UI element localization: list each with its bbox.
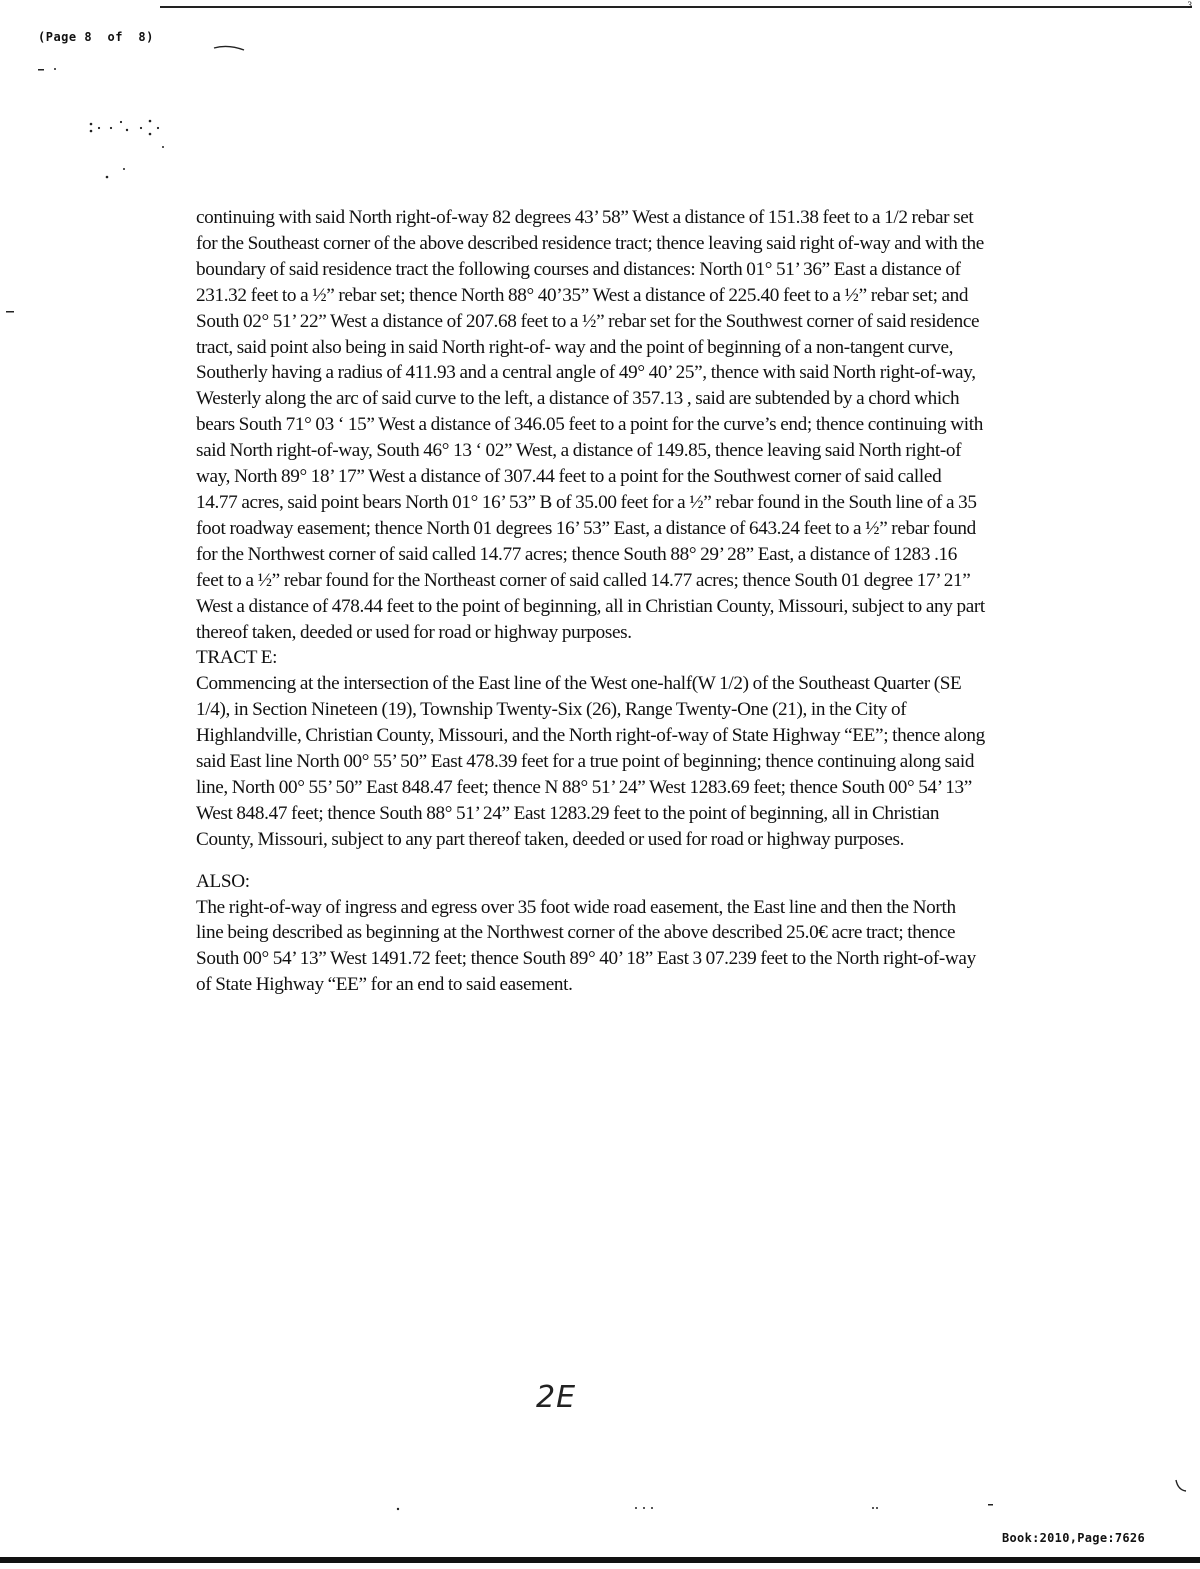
tract-e-paragraph: Commencing at the intersection of the East line of the West one-half(W 1/2) of the Southeast Quarter (SE 1/4), in Section Nineteen (19), Township Twenty-Six (26), Range Twenty-One (21), in the City of Highlandville, Christian County, Missouri, and the North right-of-way of State Highway “EE”; thence along said East line North 00° 55’ 50” East 478.39 feet for a true point of beginning; thence continuing along said line, North 00° 55’ 50” East 848.47 feet; thence N 88° 51’ 24” West 1283.69 feet; thence South 00° 54’ 13” West 848.47 feet; thence South 88° 51’ 24” East 1283.29 feet to the point of beginning, all in Christian County, Missouri, subject to any part thereof taken, deeded or used for road or highway purposes.	[196, 673, 985, 850]
also-heading: ALSO:	[196, 870, 250, 892]
scan-edge-top	[160, 6, 1192, 8]
scan-edge-bottom	[0, 1557, 1200, 1563]
handwritten-annotation: 2E	[536, 1380, 577, 1415]
page-indicator: (Page 8 of 8)	[38, 30, 154, 44]
book-page-reference: Book:2010,Page:7626	[1002, 1531, 1145, 1545]
tract-d-continuation-paragraph: continuing with said North right-of-way 82 degrees 43’ 58” West a distance of 151.38 feet to a 1/2 rebar set for the Southeast corner of the above described residence tract; thence leaving said right of-way and with the boundary of said residence tract the following courses and distances: North 01° 51’ 36” East a distance of 231.32 feet to a ½” rebar set; thence North 88° 40’35” West a distance of 225.40 feet to a ½” rebar set; and South 02° 51’ 22” West a distance of 207.68 feet to a ½” rebar set for the Southwest corner of said residence tract, said point also being in said North right-of- way and the point of beginning of a non-tangent curve, Southerly having a radius of 411.93 and a central angle of 49° 40’ 25”, thence with said North right-of-way, Westerly along the arc of said curve to the left, a distance of 357.13 , said are subtended by a chord which bears South 71° 03 ‘ 15” West a distance of 346.05 feet to a point for the curve’s end; thence continuing with said North right-of-way, South 46° 13 ‘ 02” West, a distance of 149.85, thence leaving said North right-of way, North 89° 18’ 17” West a distance of 307.44 feet to a point for the Southwest corner of said called 14.77 acres, said point bears North 01° 16’ 53” B of 35.00 feet for a ½” rebar found in the South line of a 35 foot roadway easement; thence North 01 degrees 16’ 53” East, a distance of 643.24 feet to a ½” rebar found for the Northwest corner of said called 14.77 acres; thence South 88° 29’ 28” East, a distance of 1283 .16 feet to a ½” rebar found for the Northeast corner of said called 14.77 acres; thence South 01 degree 17’ 21” West a distance of 478.44 feet to the point of beginning, all in Christian County, Missouri, subject to any part thereof taken, deeded or used for road or highway purposes.	[196, 207, 985, 643]
legal-description	[196, 205, 986, 998]
tract-e-heading: TRACT E:	[196, 647, 278, 669]
paragraph-spacer	[196, 853, 986, 869]
corner-number: 3	[1187, 0, 1192, 10]
easement-paragraph: The right-of-way of ingress and egress over 35 foot wide road easement, the East line and then the North line being described as beginning at the Northwest corner of the above described 25.0€ acre tract; thence South 00° 54’ 13” West 1491.72 feet; thence South 89° 40’ 18” East 3 07.239 feet to the North right-of-way of State Highway “EE” for an end to said easement.	[196, 896, 976, 996]
